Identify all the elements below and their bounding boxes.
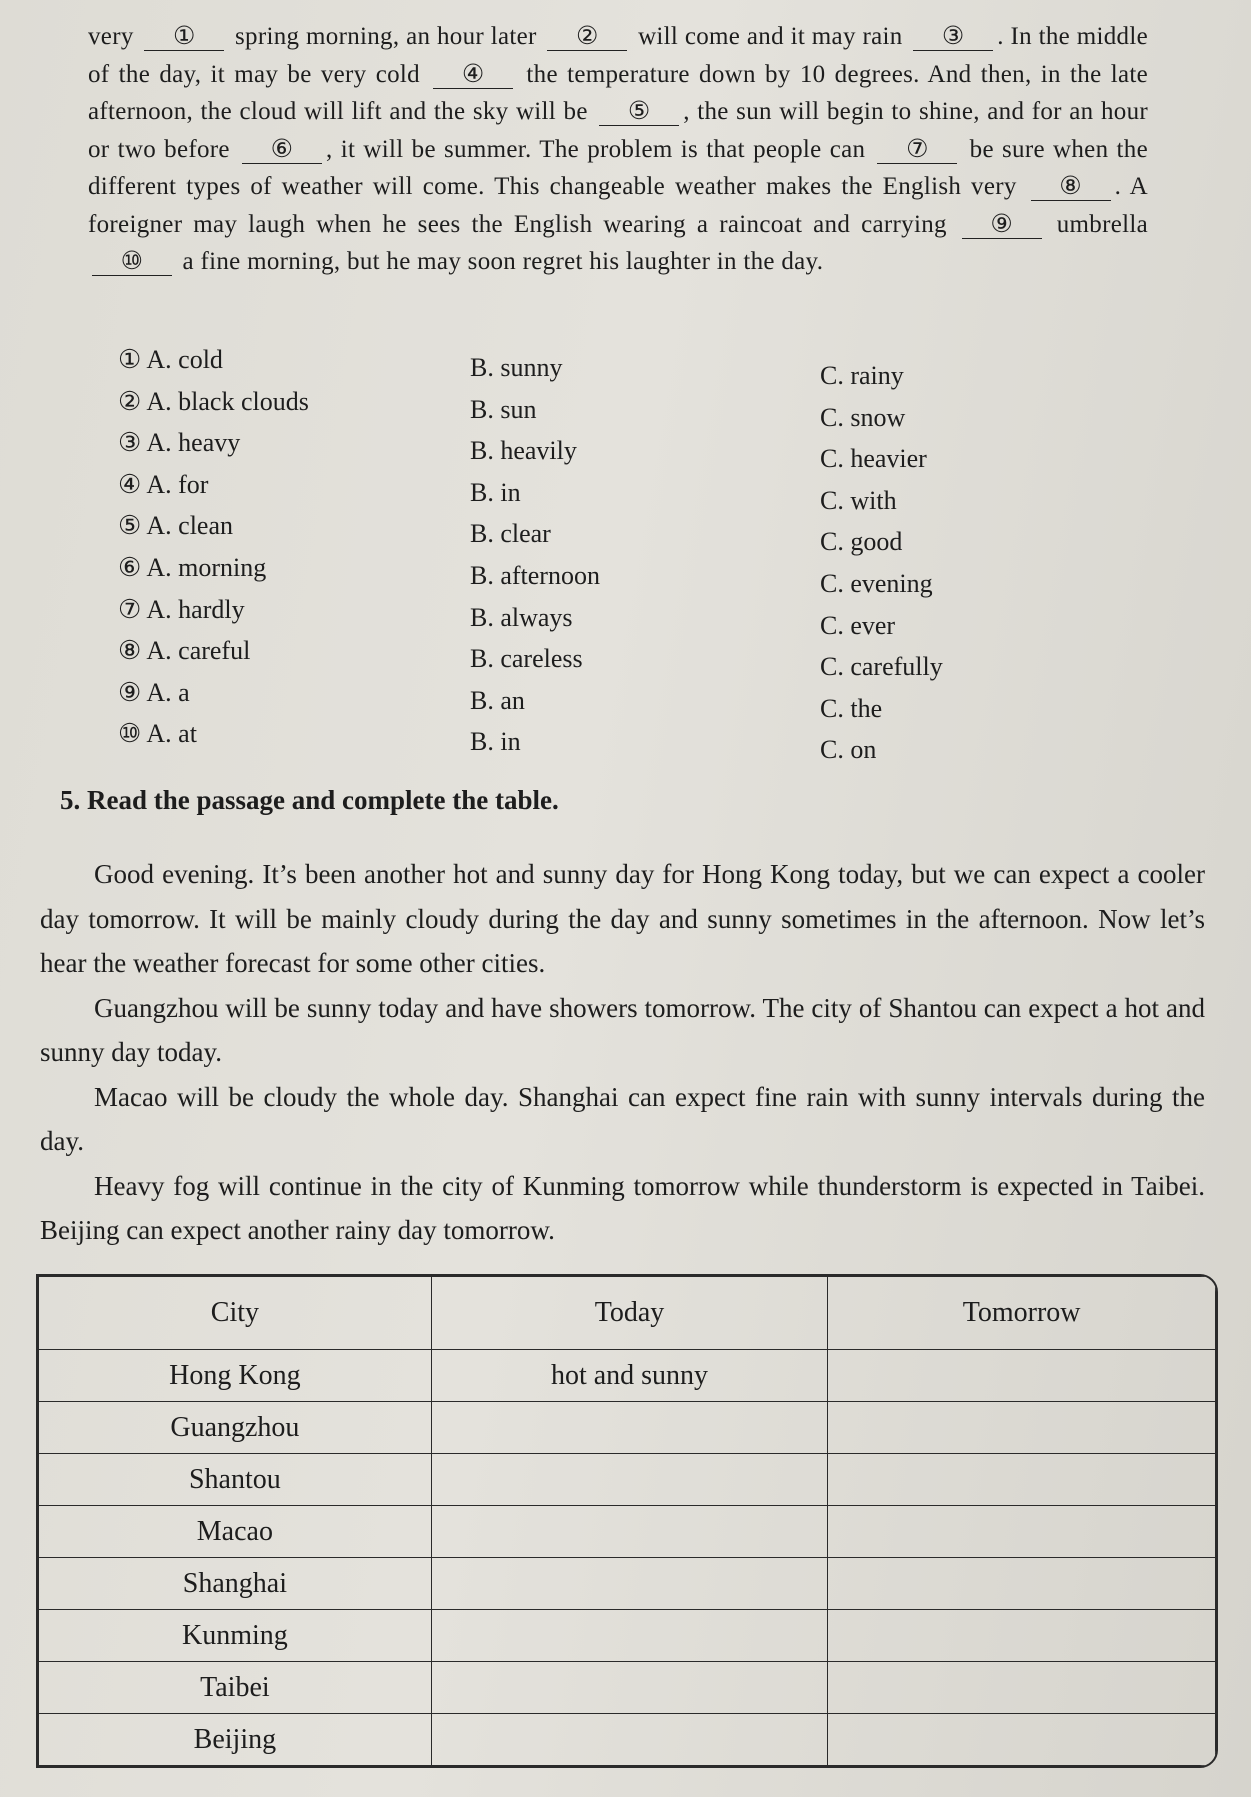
- table-row: [39, 1714, 1216, 1766]
- today-cell[interactable]: [431, 1558, 827, 1610]
- weather-table: [38, 1276, 1216, 1766]
- cloze-blank[interactable]: ②: [547, 24, 627, 51]
- option-b[interactable]: B. sun: [470, 394, 537, 424]
- option-b[interactable]: B. clear: [470, 519, 551, 549]
- cloze-blank[interactable]: ⑦: [877, 137, 957, 164]
- today-cell[interactable]: [431, 1714, 827, 1766]
- cloze-blank[interactable]: ⑩: [92, 249, 172, 276]
- option-c[interactable]: C. with: [820, 485, 897, 515]
- city-cell: Taibei: [39, 1662, 432, 1714]
- option-c[interactable]: C. rainy: [820, 361, 904, 390]
- tomorrow-cell[interactable]: [828, 1350, 1216, 1402]
- option-a[interactable]: ① A. cold: [118, 345, 223, 374]
- cloze-blank[interactable]: ⑤: [599, 99, 679, 126]
- option-a[interactable]: ④ A. for: [118, 469, 209, 499]
- cloze-blank[interactable]: ③: [913, 24, 993, 51]
- table-row: [39, 1662, 1216, 1714]
- cloze-blank[interactable]: ①: [144, 24, 224, 51]
- option-c[interactable]: C. on: [820, 735, 877, 765]
- option-c[interactable]: C. the: [820, 693, 883, 723]
- city-cell: Shanghai: [39, 1558, 432, 1610]
- tomorrow-cell[interactable]: [828, 1454, 1216, 1506]
- city-cell: Guangzhou: [39, 1402, 432, 1454]
- cloze-text: spring morning, an hour later: [228, 23, 544, 50]
- option-c[interactable]: C. heavier: [820, 444, 927, 474]
- option-a[interactable]: ⑧ A. careful: [118, 636, 251, 666]
- tomorrow-cell[interactable]: [828, 1662, 1216, 1714]
- cloze-passage: [88, 18, 1148, 281]
- header-city: City: [39, 1277, 432, 1350]
- table-row: [39, 1506, 1216, 1558]
- option-c[interactable]: C. evening: [820, 568, 933, 598]
- option-b[interactable]: B. careless: [470, 644, 583, 674]
- passage-paragraph: Guangzhou will be sunny today and have showers tomorrow. The city of Shantou can expect a hot and sunny day today.: [40, 992, 1205, 1067]
- option-row: [118, 428, 1118, 474]
- cloze-blank[interactable]: ⑥: [242, 137, 322, 164]
- option-a[interactable]: ③ A. heavy: [118, 428, 241, 458]
- option-b[interactable]: B. heavily: [470, 436, 577, 466]
- today-cell[interactable]: [431, 1506, 827, 1558]
- tomorrow-cell[interactable]: [828, 1714, 1216, 1766]
- weather-table-frame: [36, 1274, 1218, 1768]
- table-row: [39, 1350, 1216, 1402]
- option-c[interactable]: C. good: [820, 527, 903, 557]
- city-cell: Shantou: [39, 1454, 432, 1506]
- cloze-text: , it will be summer. The problem is that people can: [326, 135, 874, 163]
- option-row: [118, 594, 1118, 640]
- tomorrow-cell[interactable]: [828, 1506, 1216, 1558]
- option-b[interactable]: B. an: [470, 685, 525, 715]
- option-row: [118, 636, 1118, 682]
- option-a[interactable]: ⑤ A. clean: [118, 511, 233, 541]
- section-heading: 5. Read the passage and complete the table.: [60, 785, 559, 815]
- cloze-options: [118, 345, 1118, 765]
- city-cell: Beijing: [39, 1714, 432, 1766]
- option-b[interactable]: B. afternoon: [470, 560, 600, 590]
- passage-paragraph: Macao will be cloudy the whole day. Shanghai can expect fine rain with sunny intervals during the day.: [40, 1081, 1205, 1156]
- option-b[interactable]: B. sunny: [470, 353, 563, 382]
- table-header-row: [39, 1277, 1216, 1350]
- option-a[interactable]: ② A. black clouds: [118, 386, 309, 416]
- today-cell[interactable]: [431, 1454, 827, 1506]
- option-row: [118, 719, 1118, 765]
- reading-passage: [40, 852, 1205, 1253]
- city-cell: Macao: [39, 1506, 432, 1558]
- passage-paragraph: Heavy fog will continue in the city of Kunming tomorrow while thunderstorm is expected in Taibei. Beijing can expect another rainy day tomorrow.: [40, 1170, 1205, 1245]
- cloze-text: be sure when the different types of weather will come. This changeable weather makes the English very: [88, 135, 1148, 200]
- option-b[interactable]: B. in: [470, 477, 521, 507]
- cloze-text: . A foreigner may laugh when he sees the English wearing a raincoat and carrying: [88, 173, 1148, 238]
- today-cell[interactable]: hot and sunny: [431, 1350, 827, 1402]
- option-c[interactable]: C. ever: [820, 610, 896, 640]
- cloze-text: , the sun will begin to shine, and for an hour or two before: [88, 98, 1148, 163]
- option-b[interactable]: B. in: [470, 727, 521, 757]
- header-tomorrow: Tomorrow: [828, 1277, 1216, 1350]
- option-c[interactable]: C. carefully: [820, 652, 943, 682]
- option-a[interactable]: ⑩ A. at: [118, 719, 197, 749]
- cloze-text: . In the middle of the day, it may be very cold: [88, 23, 1148, 88]
- cloze-paragraph: [88, 18, 1148, 281]
- option-row: [118, 386, 1118, 432]
- option-row: [118, 469, 1118, 515]
- cloze-blank[interactable]: ④: [433, 62, 513, 89]
- table-row: [39, 1558, 1216, 1610]
- city-cell: Hong Kong: [39, 1350, 432, 1402]
- today-cell[interactable]: [431, 1662, 827, 1714]
- cloze-text: a fine morning, but he may soon regret his laughter in the day.: [176, 248, 824, 275]
- cloze-text: umbrella: [1045, 210, 1148, 238]
- passage-paragraph: Good evening. It’s been another hot and sunny day for Hong Kong today, but we can expect a cooler day tomorrow. It will be mainly cloudy during the day and sunny sometimes in the afternoon. Now let’s hear the weather forecast for some other cities.: [40, 859, 1205, 978]
- cloze-text: the temperature down by 10 degrees. And then, in the late afternoon, the cloud will lift and the sky will be: [88, 60, 1148, 125]
- table-row: [39, 1610, 1216, 1662]
- option-row: [118, 677, 1118, 723]
- tomorrow-cell[interactable]: [828, 1558, 1216, 1610]
- cloze-text: will come and it may rain: [631, 23, 910, 50]
- option-b[interactable]: B. always: [470, 602, 573, 632]
- tomorrow-cell[interactable]: [828, 1402, 1216, 1454]
- option-c[interactable]: C. snow: [820, 402, 906, 432]
- today-cell[interactable]: [431, 1610, 827, 1662]
- cloze-blank[interactable]: ⑧: [1031, 174, 1111, 201]
- option-a[interactable]: ⑦ A. hardly: [118, 594, 245, 624]
- option-row: [118, 511, 1118, 557]
- tomorrow-cell[interactable]: [828, 1610, 1216, 1662]
- option-a[interactable]: ⑨ A. a: [118, 677, 190, 707]
- today-cell[interactable]: [431, 1402, 827, 1454]
- option-row: [118, 552, 1118, 598]
- cloze-blank[interactable]: ⑨: [962, 212, 1042, 239]
- option-row: [118, 345, 1118, 390]
- cloze-text: very: [88, 23, 141, 50]
- option-a[interactable]: ⑥ A. morning: [118, 552, 267, 582]
- table-row: [39, 1454, 1216, 1506]
- city-cell: Kunming: [39, 1610, 432, 1662]
- table-row: [39, 1402, 1216, 1454]
- header-today: Today: [431, 1277, 827, 1350]
